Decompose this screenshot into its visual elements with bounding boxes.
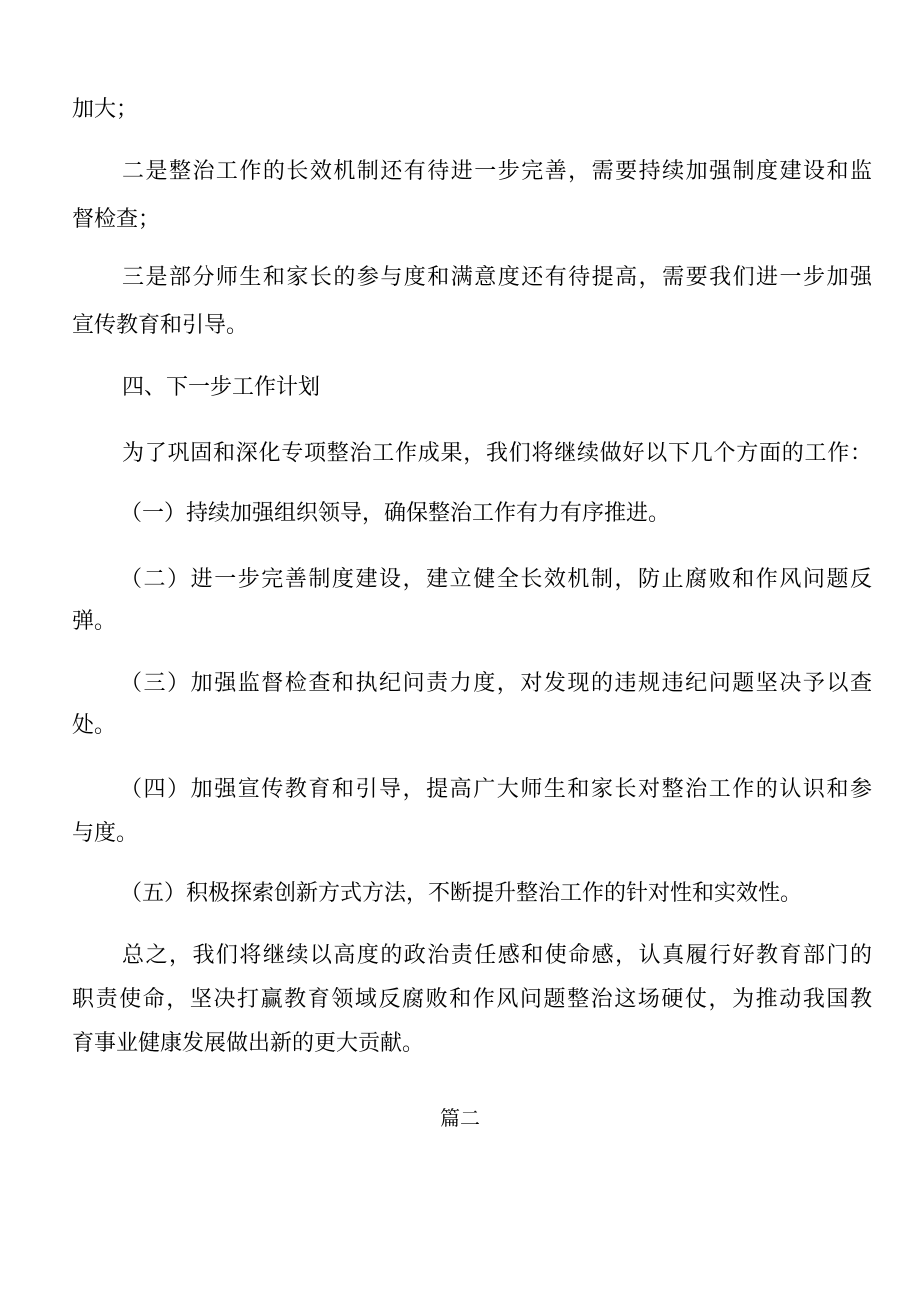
conclusion-line-2: 职责使命，坚决打赢教育领域反腐败和作风问题整治这场硬仗，为推动我国教 [72,987,872,1012]
list-item-5: （五）积极探索创新方式方法，不断提升整治工作的针对性和实效性。 [120,881,803,906]
list-item-3-line-1: （三）加强监督检查和执纪问责力度，对发现的违规违纪问题坚决予以查 [120,671,872,696]
conclusion-line-3: 育事业健康发展做出新的更大贡献。 [72,1031,425,1056]
list-item-4-line-2: 与度。 [72,821,139,846]
section-heading: 四、下一步工作计划 [122,375,321,400]
paragraph-2-line-1: 二是整治工作的长效机制还有待进一步完善，需要持续加强制度建设和监 [122,159,872,184]
section-intro: 为了巩固和深化专项整治工作成果，我们将继续做好以下几个方面的工作： [122,441,872,466]
conclusion-line-1: 总之，我们将继续以高度的政治责任感和使命感，认真履行好教育部门的 [122,943,872,968]
paragraph-3-line-1: 三是部分师生和家长的参与度和满意度还有待提高，需要我们进一步加强 [122,265,872,290]
list-item-1: （一）持续加强组织领导，确保整治工作有力有序推进。 [120,501,671,526]
list-item-2-line-1: （二）进一步完善制度建设，建立健全长效机制，防止腐败和作风问题反 [120,567,872,592]
list-item-4-line-1: （四）加强宣传教育和引导，提高广大师生和家长对整治工作的认识和参 [120,777,872,802]
list-item-2-line-2: 弹。 [72,609,117,634]
list-item-3-line-2: 处。 [72,713,117,738]
next-section-title: 篇二 [440,1106,480,1130]
paragraph-2-line-2: 督检查； [72,207,161,232]
paragraph-3-line-2: 宣传教育和引导。 [72,313,249,338]
paragraph-tail: 加大； [72,97,139,122]
